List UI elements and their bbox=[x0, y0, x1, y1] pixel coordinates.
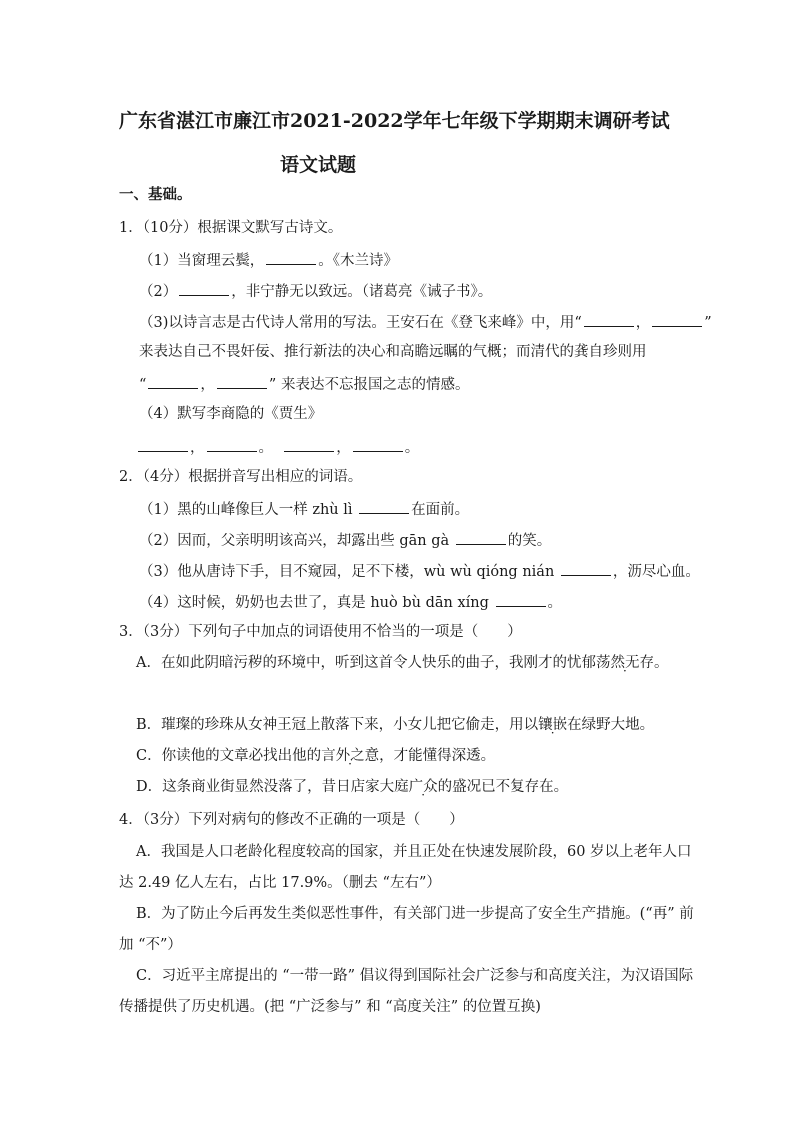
q1-sub3-line3-text-a: “ bbox=[139, 377, 147, 393]
q1-sub4-comma1: ， bbox=[190, 440, 205, 456]
answer-blank[interactable] bbox=[138, 437, 188, 452]
q3-option-d bbox=[136, 778, 568, 796]
q1-sub4-comma2: ， bbox=[336, 440, 351, 456]
q1-sub4-period1: 。 bbox=[258, 440, 273, 456]
q1-sub3-line3-text-b: ” 来表达不忘报国之志的情感。 bbox=[268, 377, 470, 393]
q1-stem: 1．（10分）根据课文默写古诗文。 bbox=[119, 220, 343, 236]
q4-option-a-line2: 达 2.49 亿人左右，占比 17.9%。（删去 “左右”） bbox=[119, 875, 441, 891]
q4-option-b-line1: B．为了防止今后再发生类似恶性事件，有关部门进一步提高了安全生产措施。(“再” 前 bbox=[136, 906, 694, 922]
q1-sub3-line1 bbox=[139, 312, 712, 332]
q1-sub3-text-b: ” bbox=[704, 315, 712, 331]
q2-sub4-text-a: （4）这时候，奶奶也去世了，真是 huò bù dān xíng bbox=[139, 595, 494, 611]
q3-option-d-text: D．这条商业街显然没落了，昔日店家大庭 bbox=[136, 779, 409, 795]
q1-sub3-comma: ， bbox=[635, 315, 651, 331]
answer-blank[interactable] bbox=[584, 312, 634, 327]
answer-blank[interactable] bbox=[652, 312, 702, 327]
q4-option-a-line1: A．我国是人口老龄化程度较高的国家，并且正处在快速发展阶段，60 岁以上老年人口 bbox=[136, 844, 692, 860]
answer-blank[interactable] bbox=[148, 374, 198, 389]
q3-option-c-end: ，才能懂得深透。 bbox=[379, 748, 496, 764]
q3-option-a-text: A．在如此阴暗污秽的环境中，听到这首令人快乐的曲子，我刚才的忧郁 bbox=[136, 655, 596, 671]
q2-sub1-text-b: 在面前。 bbox=[411, 502, 470, 518]
q1-sub1 bbox=[139, 250, 398, 270]
q2-sub3-text-a: （3）他从唐诗下手，目不窥园，足不下楼，wù wù qióng nián bbox=[139, 564, 559, 580]
dotted-word: 镶嵌 bbox=[538, 717, 568, 733]
q2-sub4 bbox=[139, 592, 562, 612]
q3-option-a bbox=[136, 654, 668, 672]
answer-blank[interactable] bbox=[496, 592, 546, 607]
q1-sub3-line3-comma: ， bbox=[200, 377, 215, 393]
q1-sub2 bbox=[139, 281, 492, 301]
q3-option-a-end: 。 bbox=[653, 655, 669, 671]
answer-blank[interactable] bbox=[353, 437, 403, 452]
q3-option-b bbox=[136, 716, 654, 734]
answer-blank[interactable] bbox=[284, 437, 334, 452]
answer-blank[interactable] bbox=[359, 499, 409, 514]
answer-blank[interactable] bbox=[456, 530, 506, 545]
dotted-word: 荡然无存 bbox=[595, 655, 654, 671]
q1-sub2-text-a: （2） bbox=[139, 284, 178, 300]
q4-stem: 4．（3分）下列对病句的修改不正确的一项是（ ） bbox=[119, 812, 464, 828]
q4-option-b-line2: 加 “不”） bbox=[119, 937, 182, 953]
q3-option-c bbox=[136, 747, 495, 765]
q2-stem: 2．（4分）根据拼音写出相应的词语。 bbox=[119, 469, 363, 485]
q3-option-d-end: 的盛况已不复存在。 bbox=[437, 779, 569, 795]
q2-sub1-text-a: （1）黑的山峰像巨人一样 zhù lì bbox=[139, 502, 358, 518]
q1-sub1-text-b: 。《木兰诗》 bbox=[318, 253, 398, 269]
q4-option-c-line1: C．习近平主席提出的 “一带一路” 倡议得到国际社会广泛参与和高度关注，为汉语国际 bbox=[136, 968, 694, 984]
exam-title-line1: 广东省湛江市廉江市2021-2022学年七年级下学期期末调研考试 bbox=[119, 110, 670, 132]
q1-sub3-line2: 来表达自己不畏奸佞、推行新法的决心和高瞻远瞩的气概；而清代的龚自珍则用 bbox=[139, 344, 647, 360]
section-heading: 一、基础。 bbox=[119, 186, 192, 203]
q1-sub2-text-b: ，非宁静无以致远。（诸葛亮《诫子书》。 bbox=[231, 284, 493, 300]
q1-sub4-blanks bbox=[136, 437, 419, 457]
answer-blank[interactable] bbox=[179, 281, 229, 296]
q1-sub3-text-a: （3)以诗言志是古代诗人常用的写法。王安石在《登飞来峰》中，用“ bbox=[139, 315, 582, 331]
q2-sub2-text-b: 的笑。 bbox=[507, 533, 552, 549]
q1-sub1-text-a: （1）当窗理云鬓， bbox=[139, 253, 265, 269]
q2-sub2 bbox=[139, 530, 551, 550]
q1-sub3-line3 bbox=[139, 374, 469, 394]
q2-sub2-text-a: （2）因而，父亲明明该高兴，却露出些 gān gà bbox=[139, 533, 454, 549]
q1-sub4: （4）默写李商隐的《贾生》 bbox=[139, 406, 323, 422]
q3-option-c-text: C．你读他的文章必找出他的 bbox=[136, 748, 322, 764]
q2-sub3 bbox=[139, 561, 700, 581]
answer-blank[interactable] bbox=[266, 250, 316, 265]
exam-title-line2: 语文试题 bbox=[280, 154, 357, 176]
q1-sub4-period2: 。 bbox=[404, 440, 420, 456]
q3-option-b-end: 在绿野大地。 bbox=[567, 717, 655, 733]
q2-sub4-text-b: 。 bbox=[547, 595, 562, 611]
q2-sub3-text-b: ，沥尽心血。 bbox=[612, 564, 700, 580]
q3-stem: 3．（3分）下列句子中加点的词语使用不恰当的一项是（ ） bbox=[119, 624, 522, 640]
dotted-word: 言外之意 bbox=[321, 748, 380, 764]
q3-option-b-text: B．璀璨的珍珠从女神王冠上散落下来，小女儿把它偷走，用以 bbox=[136, 717, 539, 733]
q4-option-c-line2: 传播提供了历史机遇。(把 “广泛参与” 和 “高度关注” 的位置互换) bbox=[119, 999, 541, 1015]
answer-blank[interactable] bbox=[207, 437, 257, 452]
answer-blank[interactable] bbox=[561, 561, 611, 576]
answer-blank[interactable] bbox=[217, 374, 267, 389]
dotted-word: 广众 bbox=[408, 779, 438, 795]
q2-sub1 bbox=[139, 499, 469, 519]
